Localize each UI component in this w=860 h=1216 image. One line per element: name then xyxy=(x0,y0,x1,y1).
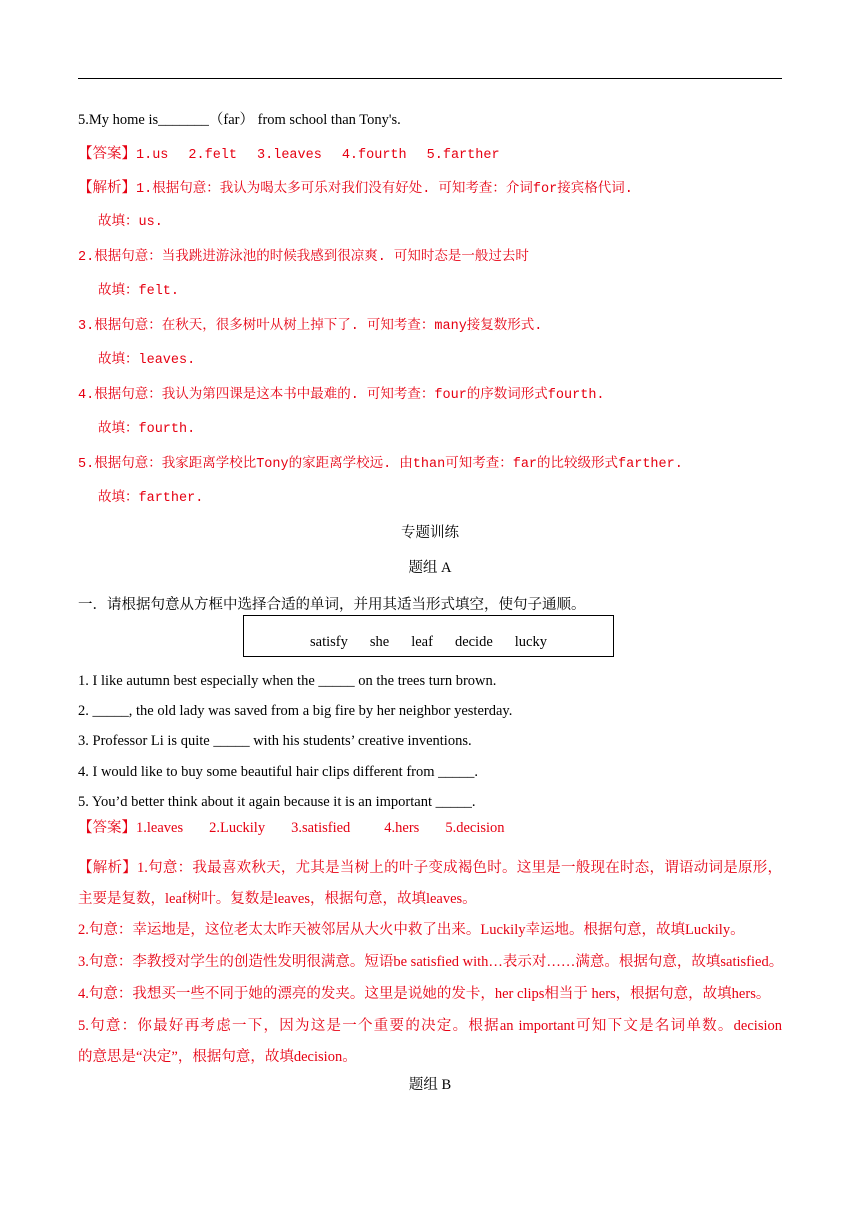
explanation-1-line-3: 3.根据句意：在秋天，很多树叶从树上掉下了. 可知考查：many接复数形式. xyxy=(78,319,543,334)
explanation-2-line-2: 2.句意：幸运地是，这位老太太昨天被邻居从大火中救了出来。Luckily幸运地。根据句意，故填Luckily。 xyxy=(78,922,745,938)
answer-1: 1.leaves xyxy=(136,820,184,836)
answer-4: 4.fourth xyxy=(341,148,407,163)
word-decide: decide xyxy=(454,634,493,650)
answer-2: 2.felt xyxy=(188,148,238,163)
explanation-tag: 【解析】 xyxy=(78,180,136,196)
answer-key-1 xyxy=(78,144,500,166)
explanation-1-line-5: 5.根据句意：我家距离学校比Tony的家距离学校远. 由than可知考查：far的比较级形式farther. xyxy=(78,457,683,472)
answer-4: 4.hers xyxy=(384,820,420,836)
explanation-1-fill-2: 故填：felt. xyxy=(98,284,180,299)
instruction: 一．请根据句意从方框中选择合适的单词，并用其适当形式填空，使句子通顺。 xyxy=(78,597,586,613)
answer-3: 3.leaves xyxy=(257,148,322,163)
explanation-1-fill-1: 故填：us. xyxy=(98,215,163,230)
question-2: 2. _____, the old lady was saved from a big fire by her neighbor yesterday. xyxy=(78,703,513,719)
explanation-2-line-5a: 5.句意：你最好再考虑一下，因为这是一个重要的决定。根据an important可知下文是名词单数。decision xyxy=(78,1018,782,1034)
section-heading: 专题训练 xyxy=(401,525,459,541)
explanation-2-line-1a: 【解析】1.句意：我最喜欢秋天，尤其是当树上的叶子变成褐色时。这里是一般现在时态，谓语动词是原形， xyxy=(78,860,783,876)
answer-5: 5.farther xyxy=(426,148,500,163)
answer-2: 2.Luckily xyxy=(209,820,266,836)
explanation-2-line-3: 3.句意：李教授对学生的创造性发明很满意。短语be satisfied with…表示对……满意。根据句意，故填satisfied。 xyxy=(78,954,784,970)
word-she: she xyxy=(369,634,390,650)
explanation-1-fill-4: 故填：fourth. xyxy=(98,422,196,437)
question-1: 1. I like autumn best especially when the _____ on the trees turn brown. xyxy=(78,673,497,689)
answer-tag: 【答案】 xyxy=(78,820,136,836)
word-leaf: leaf xyxy=(411,634,433,650)
answer-key-2 xyxy=(78,818,505,838)
explanation-1-line-2: 2.根据句意：当我跳进游泳池的时候我感到很凉爽. 可知时态是一般过去时 xyxy=(78,250,529,265)
group-a-heading: 题组 A xyxy=(408,560,452,576)
question-4: 4. I would like to buy some beautiful hair clips different from _____. xyxy=(78,764,479,780)
answer-5: 5.decision xyxy=(445,820,505,836)
answer-tag: 【答案】 xyxy=(78,146,136,162)
explanation-2-line-4: 4.句意：我想买一些不同于她的漂亮的发夹。这里是说她的发卡，her clips相当于 hers，根据句意，故填hers。 xyxy=(78,986,771,1002)
word-satisfy: satisfy xyxy=(310,634,348,650)
explanation-tag: 【解析】 xyxy=(78,860,137,876)
word-box xyxy=(243,615,614,657)
group-b-heading: 题组 B xyxy=(408,1077,452,1093)
explanation-2-line-1b: 主要是复数，leaf树叶。复数是leaves，根据句意，故填leaves。 xyxy=(78,891,477,907)
answer-1: 1.us xyxy=(136,148,169,163)
explanation-2-line-5b: 的意思是“决定”，根据句意，故填decision。 xyxy=(78,1049,357,1065)
answer-3: 3.satisfied xyxy=(291,820,351,836)
question-5: 5. You’d better think about it again because it is an important _____. xyxy=(78,794,476,810)
explanation-1-fill-5: 故填：farther. xyxy=(98,491,204,506)
question-3: 3. Professor Li is quite _____ with his students’ creative inventions. xyxy=(78,733,472,749)
explanation-1-line-1: 【解析】1.根据句意：我认为喝太多可乐对我们没有好处. 可知考查：介词for接宾格代词. xyxy=(78,180,633,197)
explanation-1-fill-3: 故填：leaves. xyxy=(98,353,196,368)
explanation-1-line-4: 4.根据句意：我认为第四课是这本书中最难的. 可知考查：four的序数词形式fourth. xyxy=(78,388,605,403)
question-5-prev: 5.My home is_______（far） from school than Tony's. xyxy=(78,112,401,128)
header-rule xyxy=(78,78,782,79)
word-lucky: lucky xyxy=(514,634,547,650)
